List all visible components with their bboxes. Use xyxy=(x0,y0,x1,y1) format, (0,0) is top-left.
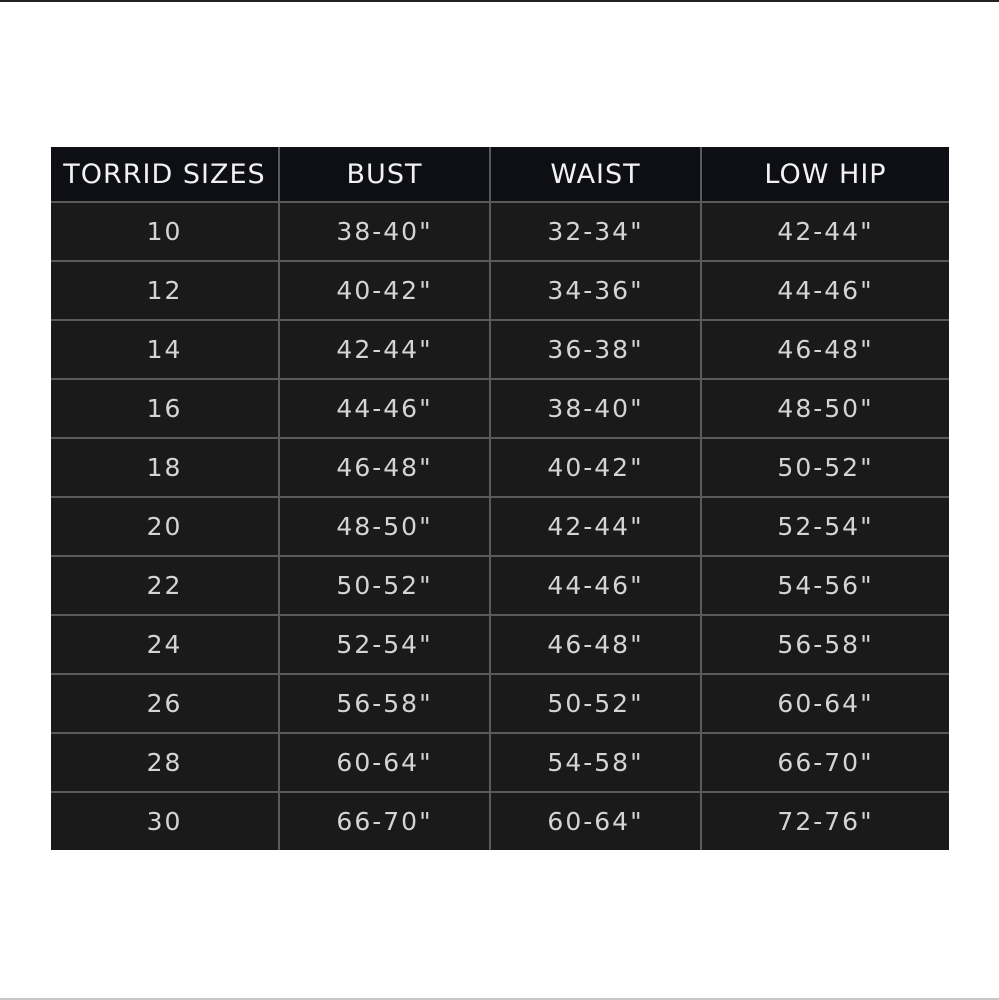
header-waist: WAIST xyxy=(490,147,701,202)
waist-cell: 44-46" xyxy=(490,556,701,615)
size-cell: 20 xyxy=(51,497,279,556)
table-row xyxy=(51,497,949,556)
table-row xyxy=(51,733,949,792)
table-row xyxy=(51,556,949,615)
low-hip-cell: 44-46" xyxy=(701,261,949,320)
table-row xyxy=(51,674,949,733)
size-cell: 30 xyxy=(51,792,279,850)
table-body xyxy=(51,202,949,850)
low-hip-cell: 72-76" xyxy=(701,792,949,850)
waist-cell: 40-42" xyxy=(490,438,701,497)
waist-cell: 34-36" xyxy=(490,261,701,320)
top-divider xyxy=(0,0,999,2)
size-cell: 28 xyxy=(51,733,279,792)
bust-cell: 44-46" xyxy=(279,379,490,438)
table-row xyxy=(51,320,949,379)
low-hip-cell: 42-44" xyxy=(701,202,949,261)
bust-cell: 48-50" xyxy=(279,497,490,556)
table-row xyxy=(51,261,949,320)
header-bust: BUST xyxy=(279,147,490,202)
size-cell: 10 xyxy=(51,202,279,261)
bust-cell: 60-64" xyxy=(279,733,490,792)
waist-cell: 32-34" xyxy=(490,202,701,261)
size-cell: 26 xyxy=(51,674,279,733)
waist-cell: 60-64" xyxy=(490,792,701,850)
size-cell: 24 xyxy=(51,615,279,674)
size-cell: 18 xyxy=(51,438,279,497)
header-low-hip: LOW HIP xyxy=(701,147,949,202)
bust-cell: 50-52" xyxy=(279,556,490,615)
size-cell: 22 xyxy=(51,556,279,615)
table-row xyxy=(51,792,949,850)
table-row xyxy=(51,202,949,261)
header-row xyxy=(51,147,949,202)
table-row xyxy=(51,379,949,438)
size-cell: 16 xyxy=(51,379,279,438)
size-chart-table xyxy=(51,147,949,850)
bust-cell: 46-48" xyxy=(279,438,490,497)
bust-cell: 40-42" xyxy=(279,261,490,320)
bust-cell: 38-40" xyxy=(279,202,490,261)
low-hip-cell: 52-54" xyxy=(701,497,949,556)
waist-cell: 46-48" xyxy=(490,615,701,674)
waist-cell: 54-58" xyxy=(490,733,701,792)
header-torrid-sizes: TORRID SIZES xyxy=(51,147,279,202)
bust-cell: 56-58" xyxy=(279,674,490,733)
size-cell: 12 xyxy=(51,261,279,320)
waist-cell: 50-52" xyxy=(490,674,701,733)
waist-cell: 42-44" xyxy=(490,497,701,556)
bust-cell: 52-54" xyxy=(279,615,490,674)
table-row xyxy=(51,615,949,674)
size-cell: 14 xyxy=(51,320,279,379)
low-hip-cell: 50-52" xyxy=(701,438,949,497)
low-hip-cell: 48-50" xyxy=(701,379,949,438)
low-hip-cell: 46-48" xyxy=(701,320,949,379)
waist-cell: 38-40" xyxy=(490,379,701,438)
low-hip-cell: 66-70" xyxy=(701,733,949,792)
bust-cell: 66-70" xyxy=(279,792,490,850)
bust-cell: 42-44" xyxy=(279,320,490,379)
table-row xyxy=(51,438,949,497)
low-hip-cell: 60-64" xyxy=(701,674,949,733)
low-hip-cell: 56-58" xyxy=(701,615,949,674)
waist-cell: 36-38" xyxy=(490,320,701,379)
low-hip-cell: 54-56" xyxy=(701,556,949,615)
